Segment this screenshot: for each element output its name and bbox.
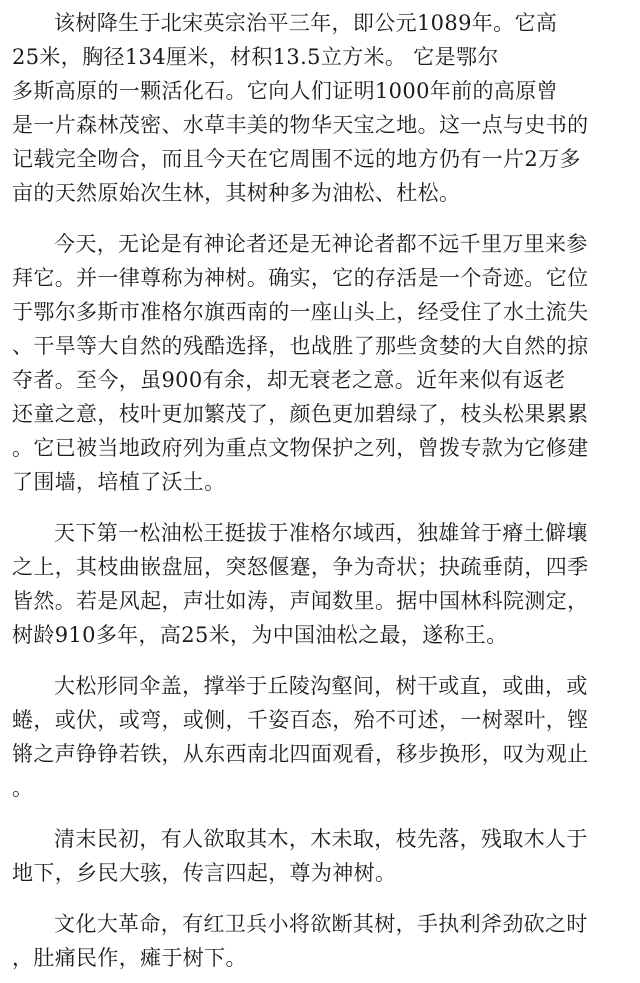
paragraph-5 [12,822,634,890]
text-line: ，肚痛民作，瘫于树下。 [12,946,247,970]
text-line: 于鄂尔多斯市准格尔旗西南的一座山头上，经受住了水土流失 [12,300,589,324]
text-line: 。它已被当地政府列为重点文物保护之列，曾拨专款为它修建 [12,436,589,460]
paragraph-3 [12,516,634,652]
text-line: 、干旱等大自然的残酷选择，也战胜了那些贪婪的大自然的掠 [12,334,589,358]
text-line: 该树降生于北宋英宗治平三年，即公元1089年。它高 [54,11,558,35]
text-line: 是一片森林茂密、水草丰美的物华天宝之地。这一点与史书的 [12,113,589,137]
text-line: 今天，无论是有神论者还是无神论者都不远千里万里来参 [54,232,588,256]
paragraph-spacer [12,499,634,516]
text-line: 蜷，或伏，或弯，或侧，千姿百态，殆不可述，一树翠叶，铿 [12,708,589,732]
text-line: 25米，胸径134厘米，材积13.5立方米。 它是鄂尔 [12,45,499,69]
text-line: 还童之意，枝叶更加繁茂了，颜色更加碧绿了，枝头松果累累 [12,402,589,426]
paragraph-spacer [12,652,634,669]
text-line: 天下第一松油松王挺拔于准格尔域西，独雄耸于瘠土僻壤 [54,521,588,545]
text-line: 。 [12,776,34,800]
text-line: 清末民初，有人欲取其木，木未取，枝先落，残取木人于 [54,827,588,851]
text-line: 皆然。若是风起，声壮如涛，声闻数里。据中国林科院测定， [12,589,589,613]
text-line: 锵之声铮铮若铁，从东西南北四面观看，移步换形，叹为观止 [12,742,589,766]
text-line: 文化大革命，有红卫兵小将欲断其树，手执利斧劲砍之时 [54,912,588,936]
paragraph-2 [12,227,634,499]
text-line: 之上，其枝曲嵌盘屈，突怒偃蹇，争为奇状；抉疏垂荫，四季 [12,555,589,579]
text-line: 地下，乡民大骇，传言四起，尊为神树。 [12,861,397,885]
paragraph-spacer [12,805,634,822]
paragraph-spacer [12,890,634,907]
text-line: 亩的天然原始次生林，其树种多为油松、杜松。 [12,181,461,205]
text-line: 多斯高原的一颗活化石。它向人们证明1000年前的高原曾 [12,79,558,103]
paragraph-1 [12,6,634,210]
text-line: 夺者。至今，虽900有余，却无衰老之意。近年来似有返老 [12,368,566,392]
text-line: 记载完全吻合，而且今天在它周围不远的地方仍有一片2万多 [12,147,581,171]
text-line: 拜它。并一律尊称为神树。确实，它的存活是一个奇迹。它位 [12,266,589,290]
paragraph-6 [12,907,634,975]
paragraph-4 [12,669,634,805]
text-line: 大松形同伞盖，撑举于丘陵沟壑间，树干或直，或曲，或 [54,674,588,698]
text-line: 了围墙，培植了沃土。 [12,470,226,494]
text-line: 树龄910多年，高25米，为中国油松之最，遂称王。 [12,623,508,647]
article-body [12,6,634,975]
paragraph-spacer [12,210,634,227]
